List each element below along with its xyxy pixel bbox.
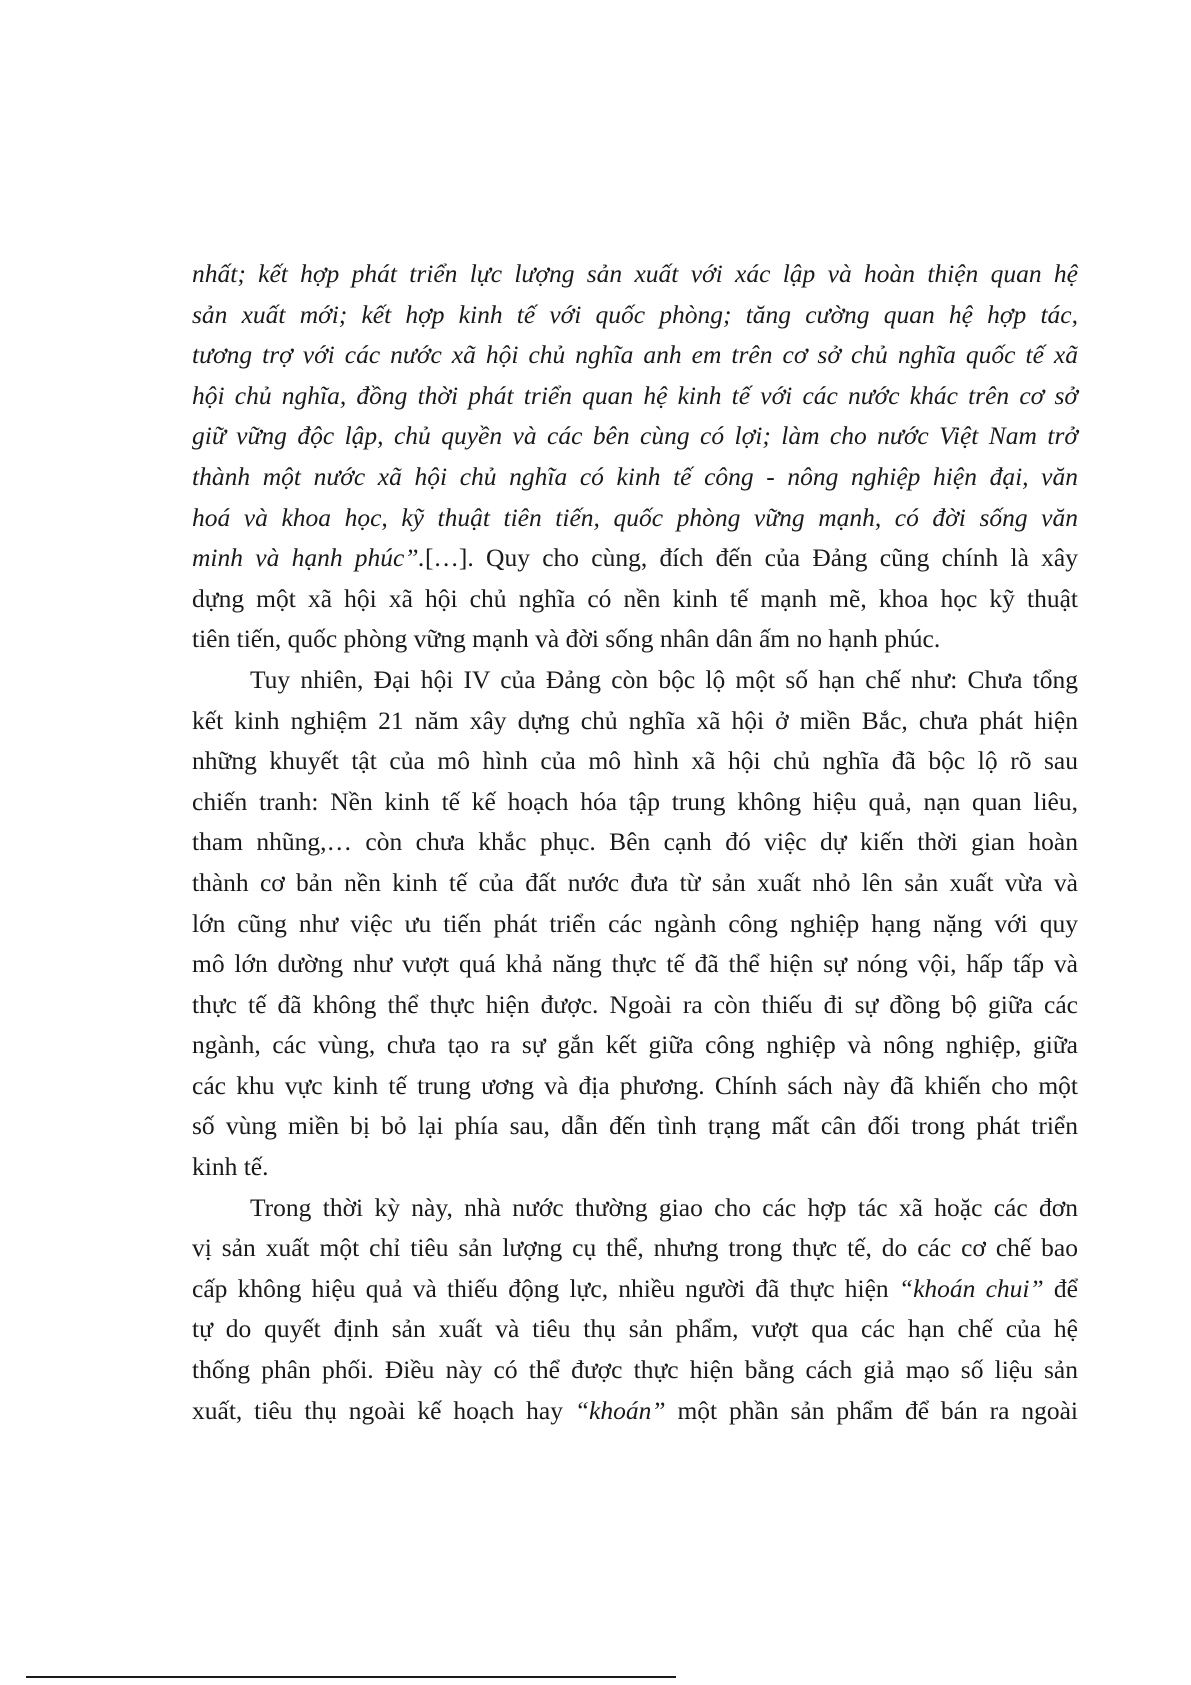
text-line — [192, 904, 1078, 945]
text-line — [192, 1066, 1078, 1107]
text-segment: lớn cũng như việc ưu tiến phát triển các ngành công nghiệp hạng nặng với quy — [192, 908, 1078, 938]
text-line — [192, 254, 1078, 295]
text-line — [192, 538, 1078, 579]
italic-text: “khoán chui” — [898, 1273, 1044, 1303]
text-line — [192, 944, 1078, 985]
text-line — [192, 335, 1078, 376]
italic-text: tương trợ với các nước xã hội chủ nghĩa anh em trên cơ sở chủ nghĩa quốc tế xã — [192, 340, 1078, 370]
italic-text: nhất; kết hợp phát triển lực lượng sản xuất với xác lập và hoàn thiện quan hệ — [192, 259, 1078, 288]
italic-text: thành một nước xã hội chủ nghĩa có kinh tế công - nông nghiệp hiện đại, văn — [192, 461, 1078, 491]
text-line — [192, 1350, 1078, 1391]
text-segment: xuất, tiêu thụ ngoài kế hoạch hay — [192, 1395, 575, 1425]
text-line — [192, 1269, 1078, 1310]
footnote-separator — [26, 1676, 676, 1678]
text-segment: tự do quyết định sản xuất và tiêu thụ sản phẩm, vượt qua các hạn chế của hệ — [192, 1314, 1078, 1344]
text-segment: kinh tế. — [192, 1152, 269, 1182]
italic-text: sản xuất mới; kết hợp kinh tế với quốc phòng; tăng cường quan hệ hợp tác, — [192, 299, 1078, 329]
italic-text: hoá và khoa học, kỹ thuật tiên tiến, quốc phòng vững mạnh, có đời sống văn — [192, 502, 1078, 532]
text-segment: để — [1043, 1273, 1078, 1303]
text-line — [192, 1309, 1078, 1350]
text-segment: kết kinh nghiệm 21 năm xây dựng chủ nghĩa xã hội ở miền Bắc, chưa phát hiện — [192, 705, 1078, 735]
text-line — [192, 863, 1078, 904]
text-line — [192, 498, 1078, 539]
text-line — [192, 1228, 1078, 1269]
text-segment: thực tế đã không thể thực hiện được. Ngoài ra còn thiếu đi sự đồng bộ giữa các — [192, 989, 1078, 1019]
text-segment: dựng một xã hội xã hội chủ nghĩa có nền kinh tế mạnh mẽ, khoa học kỹ thuật — [192, 583, 1078, 613]
text-line — [192, 1025, 1078, 1066]
text-line — [192, 295, 1078, 336]
text-segment: Tuy nhiên, Đại hội IV của Đảng còn bộc lộ một số hạn chế như: Chưa tổng — [250, 664, 1078, 694]
text-segment: tiên tiến, quốc phòng vững mạnh và đời sống nhân dân ấm no hạnh phúc. — [192, 624, 941, 654]
text-segment: Trong thời kỳ này, nhà nước thường giao cho các hợp tác xã hoặc các đơn — [250, 1192, 1078, 1222]
text-segment: mô lớn dường như vượt quá khả năng thực tế đã thể hiện sự nóng vội, hấp tấp và — [192, 949, 1078, 979]
italic-text: giữ vững độc lập, chủ quyền và các bên cùng có lợi; làm cho nước Việt Nam trở — [192, 421, 1078, 451]
text-segment: số vùng miền bị bỏ lại phía sau, dẫn đến tình trạng mất cân đối trong phát triển — [192, 1111, 1078, 1141]
text-line — [192, 457, 1078, 498]
text-line — [192, 1147, 1078, 1188]
text-line — [192, 376, 1078, 417]
text-segment: ngành, các vùng, chưa tạo ra sự gắn kết giữa công nghiệp và nông nghiệp, giữa — [192, 1030, 1078, 1060]
text-segment: một phần sản phẩm để bán ra ngoài — [665, 1395, 1079, 1425]
text-segment: thành cơ bản nền kinh tế của đất nước đưa từ sản xuất nhỏ lên sản xuất vừa và — [192, 867, 1078, 897]
italic-text: minh và hạnh phúc”. — [192, 543, 425, 573]
text-segment: các khu vực kinh tế trung ương và địa phương. Chính sách này đã khiến cho một — [192, 1070, 1078, 1100]
text-line — [192, 1188, 1078, 1229]
italic-text: hội chủ nghĩa, đồng thời phát triển quan hệ kinh tế với các nước khác trên cơ sở — [192, 380, 1078, 410]
text-line — [192, 1106, 1078, 1147]
text-segment: chiến tranh: Nền kinh tế kế hoạch hóa tập trung không hiệu quả, nạn quan liêu, — [192, 786, 1078, 816]
text-line — [192, 782, 1078, 823]
text-line — [192, 619, 1078, 660]
text-line — [192, 660, 1078, 701]
text-line — [192, 985, 1078, 1026]
text-segment: thống phân phối. Điều này có thể được thực hiện bằng cách giả mạo số liệu sản — [192, 1355, 1078, 1385]
text-line — [192, 1391, 1078, 1432]
text-segment: những khuyết tật của mô hình của mô hình xã hội chủ nghĩa đã bộc lộ rõ sau — [192, 746, 1078, 776]
text-line — [192, 741, 1078, 782]
text-line — [192, 579, 1078, 620]
italic-text: “khoán” — [574, 1395, 666, 1425]
text-line — [192, 416, 1078, 457]
text-segment: […]. Quy cho cùng, đích đến của Đảng cũng chính là xây — [424, 543, 1078, 573]
text-segment: tham nhũng,… còn chưa khắc phục. Bên cạnh đó việc dự kiến thời gian hoàn — [192, 827, 1078, 857]
text-line — [192, 701, 1078, 742]
text-line — [192, 822, 1078, 863]
text-segment: cấp không hiệu quả và thiếu động lực, nhiều người đã thực hiện — [192, 1273, 899, 1303]
text-segment: vị sản xuất một chỉ tiêu sản lượng cụ thể, nhưng trong thực tế, do các cơ chế bao — [192, 1233, 1078, 1263]
body-text — [192, 254, 1078, 1431]
